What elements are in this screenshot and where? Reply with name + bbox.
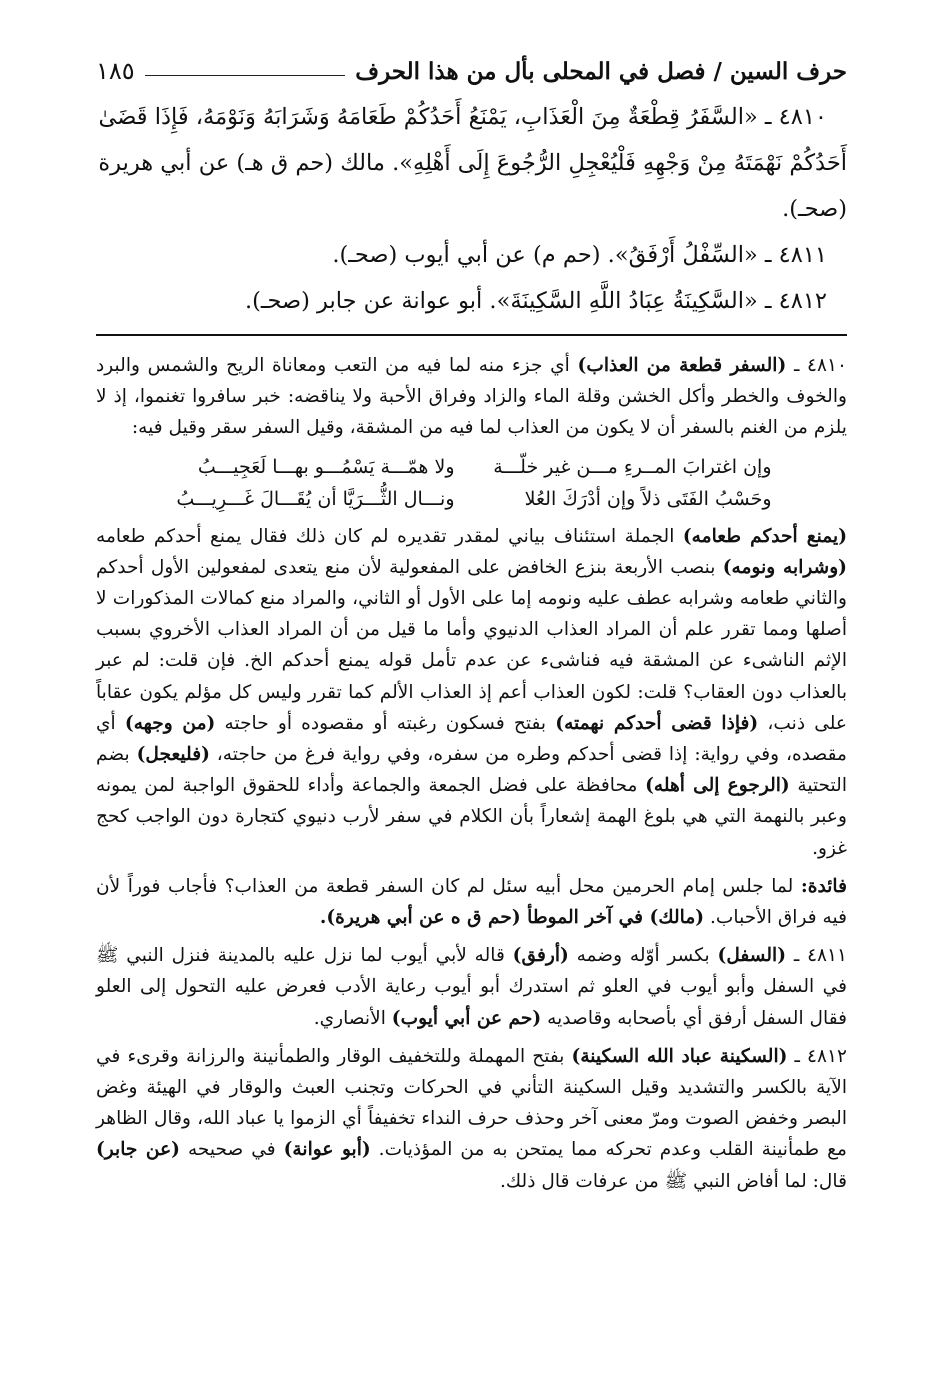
- faida-label: فائدة:: [800, 875, 847, 897]
- commentary-lemma: (السفل): [717, 945, 787, 967]
- hadith-4810-line-1: ٤٨١٠ ـ «السَّفَرُ قِطْعَةٌ مِنَ الْعَذَابِ، يَمْنَعُ أَحَدُكُمْ طَعَامَهُ وَشَرَابَهُ وَنَوْمَهُ، فَإِذَا قَضَىٰ: [98, 104, 827, 130]
- commentary-text: بنصب الأربعة بنزع الخافض على المفعولية لأن منع يتعدى لمفعولين الأول أحدكم والثاني طعامه وشرابه عطف عليه ونومه إما على الأول أو الثاني، والمراد منع كمالات المذكورات لا أصلها ومما تقرر علم أن المراد العذاب الدنيوي وأما ما قيل من أن المراد العذاب الأخروي بسبب الإثم الناشىء عن المشقة فيه فناشىء عن عدم تأمل قوله يمنع أحدكم الخ. فإن قلت: لم عبر بالعذاب دون العقاب؟ قلت: لكون العذاب أعم إذ العذاب الألم كما تقرر وليس كل مؤلم يكون عقاباً على ذنب،: [96, 556, 847, 734]
- page-number: ١٨٥: [96, 57, 135, 85]
- commentary-lemma: (وشرابه ونومه): [722, 556, 847, 578]
- commentary-text: الجملة استئناف بياني لمقدر تقديره لم كان ذلك فقال يمنع أحدكم طعامه: [96, 525, 675, 547]
- section-separator: [96, 334, 847, 336]
- commentary-lemma: (فإذا قضى أحدكم نهمته): [555, 712, 759, 734]
- commentary-number: ٤٨١٢ ـ: [794, 1045, 847, 1067]
- commentary-text: بفتح فسكون رغبته أو مقصوده أو حاجته: [224, 712, 547, 734]
- source-reference: (عن جابر): [96, 1139, 180, 1161]
- faida-note: [96, 871, 847, 933]
- commentary-text: قال: لما أفاض النبي ﷺ من عرفات قال ذلك.: [499, 1170, 847, 1192]
- commentary-text: الأنصاري.: [313, 1007, 386, 1029]
- hadith-text-block: [96, 94, 847, 324]
- commentary-text: بكسر أوّله وضمه: [576, 945, 710, 967]
- commentary-text: في صحيحه: [187, 1139, 276, 1161]
- chapter-title: حرف السين / فصل في المحلى بأل من هذا الحرف: [355, 57, 847, 85]
- commentary-4811: [96, 940, 847, 1034]
- commentary-block: [96, 350, 847, 1197]
- commentary-text: بضم التحتية: [96, 744, 847, 797]
- verse-2-first-half: وحَسْبُ الفَتَى ذلاً وإن أدْرَكَ العُلا: [524, 487, 772, 510]
- commentary-4812: [96, 1041, 847, 1197]
- verse-1-second-half: ولا همّـــة يَسْمُـــو بهـــا لَعَجِيـــبُ: [197, 455, 455, 478]
- source-reference: (مالك) في آخر الموطأ (حم ق ه عن أبي هريرة).: [319, 907, 705, 929]
- commentary-4810: [96, 350, 847, 444]
- hadith-4810-line-2: أَحَدُكُمْ نَهْمَتَهُ مِنْ وَجْهِهِ فَلْيُعْجِلِ الرُّجُوعَ إِلَى أَهْلِهِ». مالك (حم ق هـ) عن أبي هريرة: [98, 150, 847, 176]
- header-rule: [145, 75, 346, 76]
- poem-verses: [172, 451, 772, 515]
- running-header: [96, 54, 847, 88]
- commentary-lemma: (يمنع أحدكم طعامه): [682, 525, 847, 547]
- commentary-lemma: (أرفق): [512, 945, 569, 967]
- hadith-4812: ٤٨١٢ ـ «السَّكِينَةُ عِبَادُ اللَّهِ السَّكِينَةَ». أبو عوانة عن جابر (صحـ).: [244, 288, 827, 314]
- hadith-4810-line-3: (صحـ).: [782, 196, 847, 222]
- commentary-text: قاله لأبي أيوب لما نزل عليه بالمدينة فنزل النبي ﷺ في السفل وأبو أيوب في العلو ثم استدرك أبو أيوب رعاية الأدب فعرض عليه التحول إلى العلو فقال السفل أرفق أي بأصحابه وقاصديه: [96, 945, 847, 1029]
- hadith-4811: ٤٨١١ ـ «السِّفْلُ أَرْفَقُ». (حم م) عن أبي أيوب (صحـ).: [332, 242, 827, 268]
- verse-1-first-half: وإن اغترابَ المــرءِ مـــن غير خلّـــة: [493, 455, 772, 478]
- commentary-lemma: (الرجوع إلى أهله): [645, 775, 790, 797]
- commentary-lemma: (من وجهه): [124, 712, 216, 734]
- commentary-text: محافظة على فضل الجمعة والجماعة وأداء للحقوق الواجبة لمن يمونه وعبر بالنهمة التي هي بلوغ الهمة إشعاراً بأن الكلام في سفر لأرب دنيوي كتجارة دون الواجب كحج غزو.: [96, 775, 847, 859]
- commentary-lemma: (السكينة عباد الله السكينة): [571, 1045, 788, 1067]
- commentary-lemma: (السفر قطعة من العذاب): [577, 355, 787, 376]
- commentary-text: أي مقصده، وفي رواية: إذا قضى أحدكم وطره من سفره، وفي رواية فرغ من حاجته،: [96, 712, 847, 766]
- commentary-text: أي جزء منه لما فيه من التعب ومعاناة الريح والشمس والبرد والخوف والخطر وأكل الخشن وقلة الماء والزاد وفراق الأحبة ولا يناقضه: خبر سافروا تغنموا، إذ لا يلزم من الغنم بالسفر أن لا يكون من العذاب لما فيه من المشقة، وقيل السفر سقر وقيل فيه:: [96, 355, 847, 439]
- commentary-4810-continued: [96, 521, 847, 864]
- commentary-number: ٤٨١١ ـ: [793, 945, 848, 967]
- commentary-text: بفتح المهملة وللتخفيف الوقار والطمأنينة والرزانة وقرىء في الآية بالكسر والتشديد وقيل السكينة التأني في الحركات وتجنب العبث والوقار في الهيئة وغض البصر وخفض الصوت ومرّ معنى آخر وحذف حرف النداء تخفيفاً أي الزموا يا عباد الله، وقال الظاهر مع طمأنينة القلب وعدم تحركه مما يمتحن به من المؤذيات.: [96, 1045, 848, 1161]
- commentary-lemma: (فليعجل): [136, 744, 210, 766]
- commentary-text: لما جلس إمام الحرمين محل أبيه سئل لم كان السفر قطعة من العذاب؟ فأجاب فوراً لأن فيه فراق الأحباب.: [96, 875, 847, 929]
- source-reference: (أبو عوانة): [283, 1139, 371, 1161]
- verse-2-second-half: ونـــال الثُّـــرَيَّا أن يُقَـــالَ غَـــرِيـــبُ: [176, 487, 455, 510]
- source-reference: (حم عن أبي أيوب): [391, 1007, 542, 1029]
- commentary-number: ٤٨١٠ ـ: [793, 355, 847, 376]
